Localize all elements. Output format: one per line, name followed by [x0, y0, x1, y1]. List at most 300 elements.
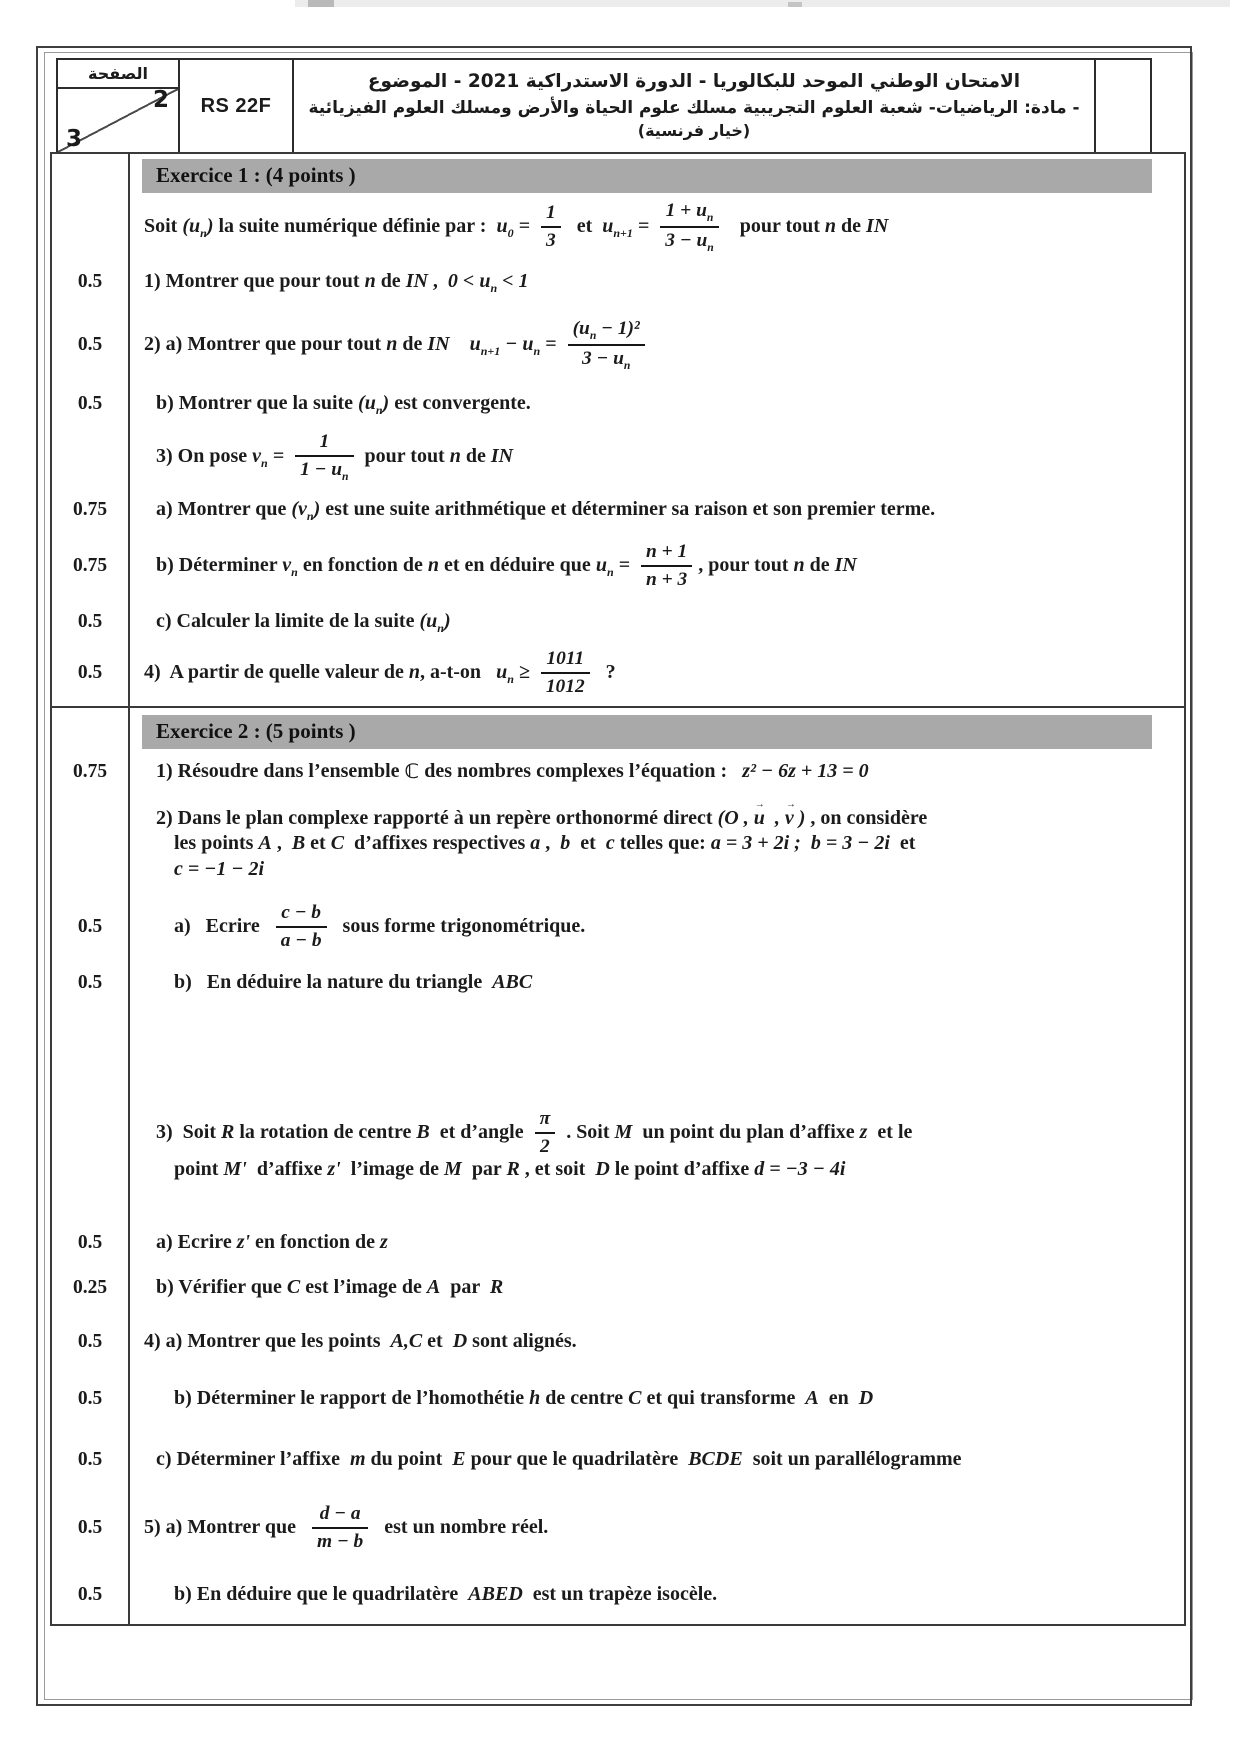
- math-segment: h: [529, 1387, 541, 1410]
- text-segment: est un trapèze isocèle.: [522, 1583, 718, 1606]
- math-subscript: n: [706, 211, 714, 225]
- math-segment: π: [539, 1108, 551, 1129]
- text-segment: a) Montrer que: [156, 498, 292, 521]
- text-segment: et: [889, 832, 916, 855]
- question-cell: [130, 792, 1184, 896]
- text-segment: est convergente.: [389, 392, 531, 415]
- text-segment: un point du plan d’affixe: [632, 1120, 860, 1143]
- text-segment: b) En déduire que le quadrilatère: [174, 1583, 469, 1606]
- question-row: [52, 792, 1184, 896]
- text-segment: sous forme trigonométrique.: [332, 915, 586, 938]
- math-segment: n: [824, 215, 837, 238]
- text-segment: le point d’affixe: [609, 1158, 755, 1181]
- text-segment: de: [836, 215, 867, 238]
- question-cell: [130, 1370, 1184, 1428]
- question-line: [130, 831, 1184, 857]
- text-segment: est une suite arithmétique et déterminer sa raison et son premier terme.: [320, 498, 936, 521]
- text-segment: des nombres complexes l’équation :: [419, 760, 743, 783]
- fraction: [276, 902, 327, 951]
- fraction-numerator: [314, 431, 334, 453]
- text-segment: ,: [427, 270, 448, 293]
- question-cell: [130, 304, 1184, 386]
- math-segment: ): [443, 610, 451, 633]
- text-segment: Soit: [144, 215, 183, 238]
- math-segment: IN: [834, 554, 857, 577]
- exam-header: [56, 58, 1152, 154]
- math-segment: $u_n$: [426, 610, 444, 636]
- text-segment: 2) Dans le plan complexe rapporté à un repère orthonormé direct: [156, 806, 718, 829]
- question-line: [130, 391, 1184, 417]
- question-line: [130, 648, 1184, 697]
- question-cell: [130, 422, 1184, 492]
- math-segment: $v_n$: [252, 445, 268, 471]
- math-segment: −: [500, 333, 523, 356]
- text-segment: c) Déterminer l’affixe: [156, 1448, 350, 1471]
- math-segment: B: [291, 832, 306, 855]
- points-value: 0.5: [52, 604, 130, 640]
- content-rows: [50, 152, 1186, 1626]
- math-subscript: 0: [507, 226, 514, 241]
- text-segment: est un nombre réel.: [374, 1516, 549, 1539]
- math-segment: (: [572, 318, 580, 340]
- question-line: [130, 1329, 1184, 1355]
- fraction-denominator: [541, 230, 561, 252]
- question-cell: [130, 492, 1184, 528]
- math-segment: 3 −: [665, 230, 697, 251]
- text-segment: b) En déduire la nature du triangle: [174, 971, 493, 994]
- math-subscript: n: [606, 565, 614, 580]
- math-segment: M: [444, 1158, 462, 1181]
- math-segment: z': [327, 1158, 341, 1181]
- text-segment: 2) a) Montrer que pour tout: [144, 333, 387, 356]
- exercise-banner-cell: [130, 708, 1184, 752]
- question-row: [52, 896, 1184, 958]
- text-segment: en: [818, 1387, 859, 1410]
- math-segment: n: [386, 333, 398, 356]
- math-segment: 1012: [545, 676, 585, 697]
- math-segment: C: [286, 1276, 301, 1299]
- math-segment: v →: [785, 806, 796, 832]
- question-row: [52, 1370, 1184, 1428]
- fraction: [660, 200, 718, 253]
- fraction-bar: [541, 672, 590, 674]
- exercise-banner-row: [52, 706, 1184, 752]
- text-segment: [450, 332, 470, 358]
- fraction-denominator: [660, 230, 718, 254]
- text-segment: , a-t-on: [419, 661, 497, 684]
- math-segment: ): [206, 215, 214, 238]
- text-segment: et: [566, 215, 603, 238]
- text-segment: de centre: [540, 1387, 629, 1410]
- fraction-bar: [295, 455, 353, 457]
- math-subscript: n: [707, 240, 714, 254]
- fraction: [641, 541, 692, 590]
- math-segment: $u_n$: [579, 318, 597, 343]
- math-segment: =: [613, 554, 636, 577]
- text-segment: et qui transforme: [641, 1387, 806, 1410]
- math-segment: a = 3 + 2i ; b = 3 − 2i: [710, 832, 890, 855]
- page-diagonal-cell: [58, 89, 178, 152]
- text-segment: du point: [365, 1448, 453, 1471]
- question-row: [52, 422, 1184, 492]
- text-segment: est l’image de: [300, 1276, 427, 1299]
- question-line: [130, 1108, 1184, 1157]
- fraction-denominator: [312, 1531, 368, 1553]
- math-segment: n: [364, 270, 376, 293]
- math-segment: IN: [866, 215, 889, 238]
- fraction-bar: [541, 226, 561, 228]
- text-segment: et le: [867, 1120, 913, 1143]
- math-segment: 2: [540, 1135, 550, 1157]
- math-segment: a − b: [280, 930, 322, 951]
- math-segment: $u_n$: [364, 392, 383, 418]
- fraction-numerator: [535, 1108, 556, 1130]
- points-value: 0.75: [52, 752, 130, 792]
- math-segment: a: [530, 832, 541, 855]
- question-cell: [130, 1428, 1184, 1492]
- fraction-numerator: [568, 318, 645, 342]
- fraction-numerator: [661, 200, 719, 224]
- math-segment: n: [793, 554, 805, 577]
- math-segment: ): [382, 392, 390, 415]
- points-value: 0.5: [52, 1314, 130, 1370]
- text-segment: , et soit: [519, 1158, 596, 1181]
- points-value: 0.5: [52, 958, 130, 1008]
- text-segment: 3) Soit: [156, 1120, 221, 1143]
- math-segment: n: [408, 661, 420, 684]
- question-row: [52, 752, 1184, 792]
- math-segment: c − b: [281, 902, 321, 924]
- question-row: [52, 1314, 1184, 1370]
- text-segment: c) Calculer la limite de la suite: [156, 610, 420, 633]
- fraction-numerator: [541, 202, 561, 224]
- math-segment: z: [859, 1120, 868, 1143]
- points-value: 0.5: [52, 1564, 130, 1626]
- math-segment: $u_n$: [479, 270, 498, 296]
- math-segment: z: [380, 1231, 388, 1254]
- math-segment: $u_{n+1}$: [602, 215, 633, 241]
- question-cell: [130, 386, 1184, 422]
- math-subscript: n: [589, 329, 597, 343]
- question-line: [130, 1503, 1184, 1552]
- question-line: [130, 1582, 1184, 1608]
- math-segment: < 1: [497, 270, 529, 293]
- exercise-banner-row: [52, 154, 1184, 194]
- points-value: [52, 154, 130, 194]
- math-segment: IN: [427, 333, 450, 356]
- text-segment: la rotation de centre: [234, 1120, 417, 1143]
- text-segment: , on considère: [805, 806, 928, 829]
- scan-artifact-mark: [308, 0, 334, 7]
- text-segment: , pour tout: [698, 554, 794, 577]
- page-total: 3: [66, 126, 83, 152]
- math-segment: z² − 6z + 13 = 0: [742, 760, 869, 783]
- math-segment: ): [798, 806, 806, 829]
- math-segment: − 1)²: [596, 318, 640, 340]
- question-line: [130, 269, 1184, 295]
- fraction-numerator: [541, 648, 589, 670]
- question-line: [130, 1157, 1184, 1183]
- question-cell: [130, 1224, 1184, 1262]
- math-segment: =: [267, 445, 290, 468]
- question-line: [130, 1275, 1184, 1301]
- math-segment: $u_0$: [496, 215, 514, 241]
- points-value: [52, 1008, 130, 1224]
- question-row: [52, 528, 1184, 604]
- math-segment: 1 +: [665, 200, 697, 222]
- text-segment: 3) On pose: [156, 445, 253, 468]
- fraction-bar: [641, 565, 692, 567]
- fraction-bar: [568, 344, 645, 346]
- text-segment: pour que le quadrilatère: [465, 1448, 689, 1471]
- question-cell: [130, 1492, 1184, 1564]
- points-value: 0.5: [52, 1492, 130, 1564]
- math-segment: =: [632, 215, 655, 238]
- question-row: [52, 1262, 1184, 1314]
- math-segment: $u_n$: [696, 200, 714, 225]
- math-segment: E: [452, 1448, 466, 1471]
- math-segment: R: [506, 1158, 520, 1181]
- question-row: [52, 260, 1184, 304]
- text-segment: et d’angle: [429, 1120, 529, 1143]
- question-row: [52, 640, 1184, 706]
- text-segment: b) Vérifier que: [156, 1276, 287, 1299]
- question-cell: [130, 1008, 1184, 1224]
- fraction-bar: [535, 1132, 556, 1134]
- math-subscript: n: [375, 403, 383, 418]
- points-value: 0.5: [52, 1224, 130, 1262]
- text-segment: 1) Montrer que pour tout: [144, 270, 365, 293]
- text-segment: sont alignés.: [467, 1330, 577, 1353]
- math-segment: 1 −: [300, 459, 332, 481]
- math-segment: $v_n$: [282, 554, 298, 580]
- text-segment: en fonction de: [297, 554, 428, 577]
- page-current: 2: [152, 87, 169, 113]
- page-label: الصفحة: [58, 60, 178, 89]
- math-segment: B: [416, 1120, 430, 1143]
- question-line: [130, 902, 1184, 951]
- math-segment: =: [540, 333, 562, 356]
- math-segment: m − b: [317, 1531, 364, 1552]
- question-line: [130, 1447, 1184, 1473]
- fraction-bar: [276, 926, 327, 928]
- math-segment: $u_n$: [496, 661, 514, 687]
- question-line: [130, 497, 1184, 523]
- math-segment: c = −1 − 2i: [174, 857, 265, 880]
- math-segment: A: [805, 1387, 819, 1410]
- math-segment: C: [628, 1387, 642, 1410]
- fraction: [568, 318, 645, 371]
- text-segment: 4) a) Montrer que les points: [144, 1330, 391, 1353]
- question-row: [52, 1428, 1184, 1492]
- text-segment: et: [570, 832, 606, 855]
- math-segment: 1011: [546, 648, 585, 670]
- math-subscript: n: [437, 621, 444, 636]
- math-subscript: n: [342, 469, 349, 483]
- points-value: 0.5: [52, 896, 130, 958]
- text-segment: de: [375, 270, 406, 293]
- math-segment: $v_n$: [298, 498, 314, 524]
- math-segment: D: [452, 1330, 468, 1353]
- text-segment: soit un parallélogramme: [742, 1448, 962, 1471]
- text-segment: de: [804, 554, 835, 577]
- text-segment: par: [440, 1276, 490, 1299]
- question-line: [130, 609, 1184, 635]
- math-segment: =: [513, 215, 535, 238]
- fraction: [541, 648, 590, 697]
- math-subscript: n: [291, 565, 298, 580]
- question-row: [52, 304, 1184, 386]
- math-subscript: n+1: [480, 344, 501, 359]
- math-segment: 3: [546, 230, 556, 251]
- text-segment: d’affixes respectives: [344, 832, 531, 855]
- points-value: 0.5: [52, 1370, 130, 1428]
- math-segment: ABED: [468, 1583, 523, 1606]
- question-row: [52, 1492, 1184, 1564]
- question-line: [130, 1230, 1184, 1256]
- fraction: [295, 431, 353, 482]
- question-line: [130, 970, 1184, 996]
- math-segment: ℂ: [404, 759, 420, 784]
- math-segment: n + 1: [646, 541, 688, 563]
- question-line: [130, 318, 1184, 371]
- exam-title-line-1: الامتحان الوطني الموحد للبكالوريا - الدورة الاستدراكية 2021 - الموضوع: [367, 71, 1021, 93]
- math-segment: $u_n$: [522, 333, 541, 359]
- question-line: [130, 1386, 1184, 1412]
- points-value: 0.5: [52, 260, 130, 304]
- text-segment: la suite numérique définie par :: [213, 215, 497, 238]
- question-cell: [130, 260, 1184, 304]
- math-subscript: n+1: [613, 226, 633, 241]
- math-segment: d − a: [319, 1503, 361, 1525]
- points-value: [52, 708, 130, 752]
- text-segment: 1) Résoudre dans l’ensemble: [156, 760, 405, 783]
- fraction-denominator: [276, 930, 327, 952]
- math-segment: IN: [490, 445, 514, 468]
- points-value: 0.5: [52, 1428, 130, 1492]
- fraction-numerator: [315, 1503, 366, 1525]
- text-segment: et: [305, 832, 331, 855]
- math-segment: n: [449, 445, 461, 468]
- points-value: [52, 194, 130, 260]
- text-segment: de: [460, 445, 491, 468]
- exam-code: RS 22F: [180, 60, 294, 152]
- text-segment: ,: [540, 832, 561, 855]
- math-segment: 3 −: [581, 348, 614, 369]
- points-value: 0.5: [52, 386, 130, 422]
- math-segment: D: [595, 1158, 610, 1181]
- text-segment: a) Ecrire: [156, 1231, 237, 1254]
- math-segment: A: [258, 832, 272, 855]
- text-segment: ,: [271, 832, 292, 855]
- points-value: 0.25: [52, 1262, 130, 1314]
- math-segment: (: [182, 215, 190, 238]
- math-segment: ,: [769, 806, 785, 829]
- fraction: [541, 202, 561, 251]
- math-segment: ≥: [513, 661, 535, 684]
- math-subscript: n: [261, 456, 268, 471]
- math-segment: u →: [754, 806, 767, 832]
- question-row: [52, 492, 1184, 528]
- question-line: [130, 541, 1184, 590]
- math-segment: $u_n$: [595, 554, 614, 580]
- text-segment: ?: [595, 661, 616, 684]
- page-number-box: [58, 60, 180, 152]
- question-row: [52, 604, 1184, 640]
- math-segment: c: [605, 832, 615, 855]
- fraction-denominator: [641, 569, 692, 591]
- math-segment: m: [349, 1448, 366, 1471]
- text-segment: b) Déterminer le rapport de l’homothétie: [174, 1387, 530, 1410]
- math-subscript: n: [200, 226, 207, 241]
- text-segment: telles que:: [614, 832, 711, 855]
- math-segment: n + 3: [646, 569, 688, 590]
- question-row: [52, 1564, 1184, 1626]
- text-segment: . Soit: [561, 1120, 615, 1143]
- text-segment: a) Ecrire: [174, 915, 270, 938]
- text-segment: l’image de: [340, 1158, 445, 1181]
- text-segment: et en déduire que: [438, 554, 596, 577]
- fraction-bar: [660, 226, 718, 228]
- question-cell: [130, 896, 1184, 958]
- math-segment: (O ,: [717, 806, 754, 829]
- math-subscript: n: [623, 358, 631, 372]
- fraction-denominator: [295, 459, 353, 483]
- question-cell: [130, 958, 1184, 1008]
- text-segment: d’affixe: [246, 1158, 328, 1181]
- fraction-denominator: [541, 676, 590, 698]
- math-segment: C: [330, 832, 345, 855]
- math-segment: n: [427, 554, 439, 577]
- points-value: 0.75: [52, 528, 130, 604]
- math-segment: (: [358, 392, 365, 415]
- exercise-title: Exercice 1 : (4 points ): [142, 159, 1152, 193]
- question-row: [52, 1008, 1184, 1224]
- scan-artifact-mark: [788, 2, 802, 7]
- text-segment: par: [461, 1158, 507, 1181]
- math-subscript: n: [490, 281, 498, 296]
- question-row: [52, 386, 1184, 422]
- fraction-denominator: [577, 348, 635, 372]
- text-segment: les points: [174, 832, 259, 855]
- question-row: [52, 194, 1184, 260]
- question-cell: [130, 640, 1184, 706]
- question-row: [52, 1224, 1184, 1262]
- exercise-banner-cell: [130, 154, 1184, 194]
- math-segment: D: [858, 1387, 874, 1410]
- fraction-numerator: [276, 902, 326, 924]
- math-segment: A: [426, 1276, 441, 1299]
- math-segment: ): [313, 498, 321, 521]
- text-segment: en fonction de: [250, 1231, 381, 1254]
- question-cell: [130, 194, 1184, 260]
- math-segment: R: [489, 1276, 504, 1299]
- points-value: 0.75: [52, 492, 130, 528]
- question-row: [52, 958, 1184, 1008]
- points-value: 0.5: [52, 304, 130, 386]
- math-segment: $u_n$: [189, 215, 207, 241]
- question-cell: [130, 1314, 1184, 1370]
- math-segment: (: [419, 610, 427, 633]
- math-segment: b: [560, 832, 571, 855]
- math-segment: z': [236, 1231, 251, 1254]
- math-segment: M: [614, 1120, 633, 1143]
- fraction: [312, 1503, 368, 1552]
- exercise-title: Exercice 2 : (5 points ): [142, 715, 1152, 749]
- text-segment: pour tout: [724, 215, 825, 238]
- question-cell: [130, 528, 1184, 604]
- question-cell: [130, 752, 1184, 792]
